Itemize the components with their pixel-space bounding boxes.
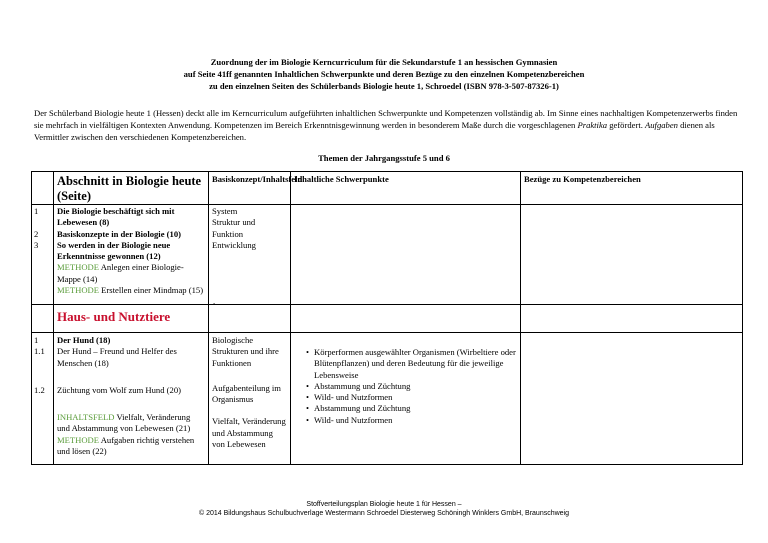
- list-item: Die Biologie beschäftigt sich mit Lebewesen (8): [57, 206, 175, 228]
- list-item: • Körperformen ausgewählter Organismen (Wirbeltiere oder Blütenpflanzen) und deren Bedeutung für die jeweilige Lebensweise: [306, 347, 517, 381]
- table-row: 1 1.1 1.2 Der Hund (18) Der Hund – Freund und Helfer des Menschen (18) Züchtung vom Wolf zum Hund (20) INHALTSFELD Vielfalt, Veränderung und Abstammung von Lebewesen (21) METHODE Aufgaben richtig verstehen und lösen (22) Biologische Strukturen und ihre Funktionen Aufgabenteilung im Organismus Vielfalt, Veränderung und Abstammung von Lebewesen • Körperformen ausgewählter Organismen (Wirbeltiere oder Blütenpflanzen) und deren Bedeutung für die jeweilige Lebensweise • Abstammung und Züchtung • Wild- und Nutzformen • Abstammung und Züchtung • Wild- und Nutzformen: [32, 333, 743, 465]
- footer: [0, 500, 768, 518]
- list-item: • Wild- und Nutzformen: [306, 415, 517, 426]
- footer-line-1: Stoffverteilungsplan Biologie heute 1 für Hessen –: [306, 501, 462, 508]
- table-header-row: [32, 172, 743, 205]
- methode-item: METHODE Erstellen einer Mindmap (15): [57, 285, 204, 296]
- list-item: • Abstammung und Züchtung: [306, 403, 517, 414]
- table-row: 1 2 3 Die Biologie beschäftigt sich mit Lebewesen (8) Basiskonzepte in der Biologie (10) So werden in der Biologie neue Erkenntnisse gewonnen (12) METHODE Anlegen einer Biologie-Mappe (14) METHODE Erstellen einer Mindmap (15) System Struktur und Funktion Entwicklung: [32, 205, 743, 305]
- intro-paragraph: Der Schülerband Biologie heute 1 (Hessen) deckt alle im Kerncurriculum aufgeführten inhaltlichen Schwerpunkte und Kompetenzen vollständig ab. Im Sinne eines nachhaltigen Kompetenzerwerbs finden sie mehrfach in vielfältigen Kontexten Anwendung. Kompetenzen im Bereich Erkenntnisgewinnung werden in besonderem Maße durch die vorgeschlagenen Praktika gefördert. Aufgaben dienen als Vermittler zwischen den verschiedenen Kompetenzbereichen.: [34, 108, 738, 143]
- header-kompetenzen: Bezüge zu Kompetenzbereichen: [524, 174, 641, 184]
- title-line-1: Zuordnung der im Biologie Kerncurriculum für die Sekundarstufe 1 an hessischen Gymnasien: [210, 57, 558, 67]
- header-schwerpunkte: Inhaltliche Schwerpunkte: [294, 174, 389, 184]
- list-item: Der Hund – Freund und Helfer des Menschen (18): [57, 346, 177, 368]
- list-item: Züchtung vom Wolf zum Hund (20): [57, 384, 181, 395]
- list-item: Der Hund (18): [57, 335, 111, 345]
- title-line-2: auf Seite 41ff genannten Inhaltlichen Schwerpunkte und deren Bezüge zu den einzelnen Kompetenzbereichen: [183, 69, 585, 79]
- list-item: • Abstammung und Züchtung: [306, 381, 517, 392]
- title-line-3: zu den einzelnen Seiten des Schülerbands Biologie heute 1, Schroedel (ISBN 978-3-507-87326-1): [209, 81, 559, 91]
- section-subtitle: Themen der Jahrgangsstufe 5 und 6: [318, 153, 450, 163]
- footer-copyright: © 2014 Bildungshaus Schulbuchverlage Westermann Schroedel Diesterweg Schöningh Winklers GmbH, Braunschweig: [199, 510, 569, 517]
- list-item: • Wild- und Nutzformen: [306, 392, 517, 403]
- header-basiskonzept: Basiskonzept/Inhaltsfeld: [212, 174, 303, 184]
- inhaltsfeld-item: INHALTSFELD Vielfalt, Veränderung und Abstammung von Lebewesen (21): [57, 412, 191, 434]
- section-title: Haus- und Nutztiere: [57, 309, 171, 324]
- list-item: So werden in der Biologie neue Erkenntnisse gewonnen (12): [57, 239, 171, 262]
- section-title-row: Haus- und Nutztiere .: [32, 305, 743, 333]
- aufgaben-term: Aufgaben: [645, 120, 678, 131]
- curriculum-table: [31, 171, 743, 465]
- header-abschnitt: Abschnitt in Biologie heute (Seite): [57, 174, 202, 203]
- methode-item: METHODE Aufgaben richtig verstehen und lösen (22): [57, 434, 195, 457]
- list-item: Basiskonzepte in der Biologie (10): [57, 228, 181, 239]
- methode-item: METHODE Anlegen einer Biologie-Mappe (14): [57, 262, 184, 284]
- praktika-term: Praktika: [577, 120, 608, 131]
- schwerpunkte-list: [294, 347, 517, 426]
- document-title: [0, 56, 768, 92]
